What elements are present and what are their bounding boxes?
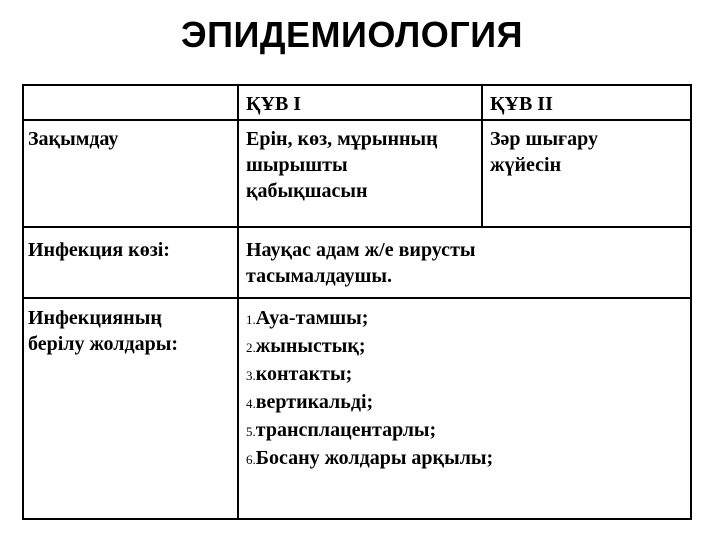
row-label-affect: Зақымдау (28, 128, 119, 150)
list-text: Ауа-тамшы; (255, 307, 369, 329)
cell-source-value (246, 237, 476, 289)
text-line: шырышты (246, 154, 348, 176)
list-item (246, 445, 493, 473)
list-text: жыныстық; (255, 335, 366, 357)
text-line: берілу жолдары: (28, 333, 178, 355)
list-text: контакты; (255, 363, 353, 385)
table-border-right (690, 84, 692, 520)
list-number: 5. (246, 424, 256, 439)
column-divider (237, 84, 239, 520)
row-divider (22, 226, 692, 228)
list-number: 3. (246, 368, 256, 383)
list-item (246, 389, 493, 417)
text-line: Науқас адам ж/е вирусты (246, 239, 476, 261)
cell-affect-hbv1 (246, 126, 438, 204)
list-item (246, 417, 493, 445)
cell-affect-hbv2 (490, 126, 598, 178)
list-item (246, 305, 493, 333)
list-number: 1. (246, 312, 256, 327)
row-label-source: Инфекция көзі: (28, 239, 170, 261)
text-line: қабықшасын (246, 180, 368, 202)
header-hbv1: ҚҰВ І (246, 93, 302, 115)
text-line: жүйесін (490, 154, 562, 176)
row-divider (22, 119, 692, 121)
list-text: Босану жолдары арқылы; (255, 447, 494, 469)
page-title: ЭПИДЕМИОЛОГИЯ (181, 14, 523, 55)
list-item (246, 361, 493, 389)
row-label-routes (28, 305, 178, 357)
routes-list (246, 305, 493, 473)
table-border-bottom (22, 518, 692, 520)
table-border-left (22, 84, 24, 520)
column-divider (481, 84, 483, 228)
list-text: вертикальді; (255, 391, 374, 413)
text-line: тасымалдаушы. (246, 265, 393, 287)
list-text: трансплацентарлы; (255, 419, 437, 441)
text-line: Инфекцияның (28, 307, 162, 329)
list-number: 6. (246, 452, 256, 467)
text-line: Ерін, көз, мұрынның (246, 128, 438, 150)
list-number: 2. (246, 340, 256, 355)
list-item (246, 333, 493, 361)
row-divider (22, 297, 692, 299)
cell-routes-list (246, 305, 493, 473)
header-hbv2: ҚҰВ ІІ (490, 93, 553, 115)
table-border-top (22, 84, 692, 86)
text-line: Зәр шығару (490, 128, 598, 150)
list-number: 4. (246, 396, 256, 411)
